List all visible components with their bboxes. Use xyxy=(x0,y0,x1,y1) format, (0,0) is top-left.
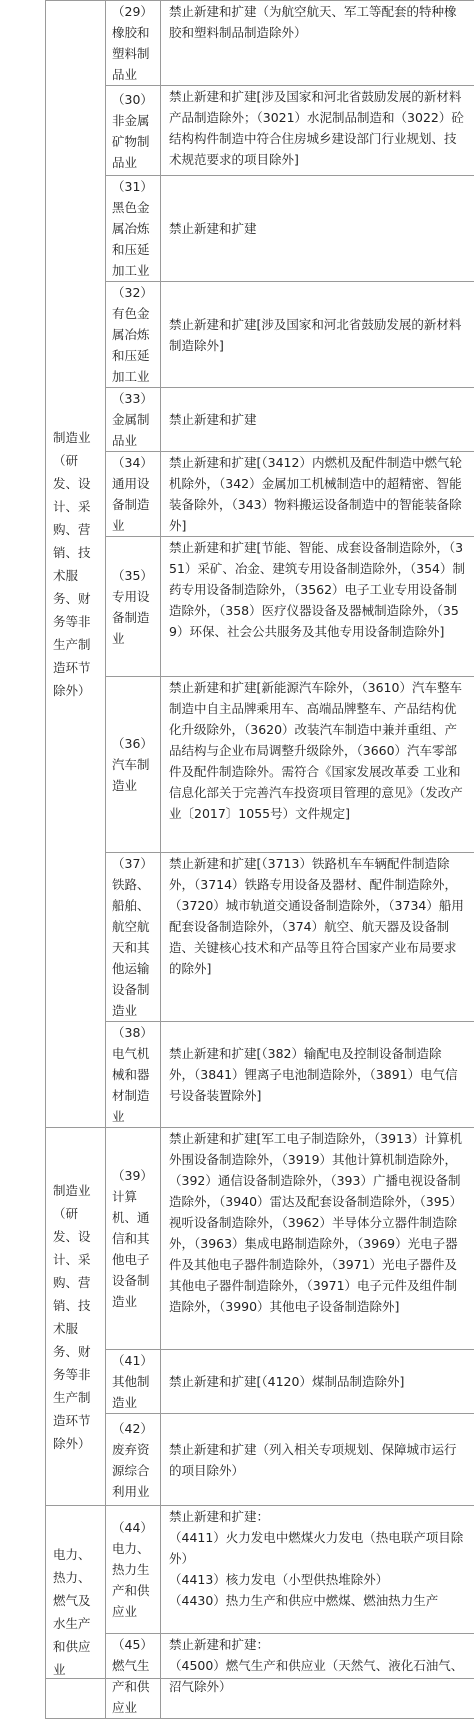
table-row xyxy=(46,86,474,176)
table-row xyxy=(46,452,474,537)
industry-code-cell: （36）汽车制造业 xyxy=(106,677,161,853)
industry-code-cell: （41）其他制造业 xyxy=(106,1350,161,1414)
restriction-cell: 禁止新建和扩建[涉及国家和河北省鼓励发展的新材料产品制造除外；（3021）水泥制品制造和（3022）砼结构构件制造中符合住房城乡建设部门行业规划、技术规范要求的项目除外] xyxy=(161,86,474,176)
table-row xyxy=(46,1022,474,1128)
restriction-line: （4500）燃气生产和供应业（天然气、液化石油气、沼气除外） xyxy=(169,1655,466,1697)
restriction-cell: 禁止新建和扩建[节能、智能、成套设备制造除外，（351）采矿、冶金、建筑专用设备制造除外，（354）制药专用设备制造除外，（3562）电子工业专用设备制造除外，（358）医疗仪器设备及器械制造除外，（359）环保、社会公共服务及其他专用设备制造除外] xyxy=(161,537,474,677)
category-cell: 制造业（研发、设计、采购、营销、技术服务、财务等非生产制造环节除外） xyxy=(46,1128,106,1506)
restriction-cell: 禁止新建和扩建[（4120）煤制品制造除外] xyxy=(161,1350,474,1414)
table-row xyxy=(46,677,474,853)
industry-code-cell: （38）电气机械和器材制造业 xyxy=(106,1022,161,1128)
category-cell: 电力、热力、燃气及水生产和供应业 xyxy=(46,1506,106,1719)
industry-code-cell: （34）通用设备制造业 xyxy=(106,452,161,537)
restriction-line: （4430）热力生产和供应中燃煤、燃油热力生产 xyxy=(169,1590,466,1611)
restriction-cell: 禁止新建和扩建[（382）输配电及控制设备制造除外，（3841）锂离子电池制造除外，（3891）电气信号设备装置除外] xyxy=(161,1022,474,1128)
restriction-line: 禁止新建和扩建： xyxy=(169,1506,466,1527)
industry-code-cell: （39）计算机、通信和其他电子设备制造业 xyxy=(106,1128,161,1350)
restriction-cell: 禁止新建和扩建（列入相关专项规划、保障城市运行的项目除外） xyxy=(161,1414,474,1506)
table-row xyxy=(46,282,474,388)
industry-code-cell: （32）有色金属冶炼和压延加工业 xyxy=(106,282,161,388)
industry-code-cell: （29）橡胶和塑料制品业 xyxy=(106,1,161,86)
restriction-line: 禁止新建和扩建： xyxy=(169,1634,466,1655)
industry-code-cell: （45）燃气生产和供应业 xyxy=(106,1634,161,1719)
table-row xyxy=(46,1350,474,1414)
industry-code-cell: （35）专用设备制造业 xyxy=(106,537,161,677)
table-bottom-border xyxy=(45,1678,474,1679)
industry-code-cell: （30）非金属矿物制品业 xyxy=(106,86,161,176)
restriction-table xyxy=(45,0,474,1719)
restriction-cell: 禁止新建和扩建（为航空航天、军工等配套的特种橡胶和塑料制品制造除外） xyxy=(161,1,474,86)
table-row xyxy=(46,176,474,282)
restriction-cell: 禁止新建和扩建[（3412）内燃机及配件制造中燃气轮机除外，（342）金属加工机械制造中的超精密、智能装备除外，（343）物料搬运设备制造中的智能装备除外] xyxy=(161,452,474,537)
industry-code-cell: （31）黑色金属冶炼和压延加工业 xyxy=(106,176,161,282)
table-row xyxy=(46,1128,474,1350)
restriction-cell: 禁止新建和扩建 xyxy=(161,388,474,452)
table-row xyxy=(46,1634,474,1719)
table-row xyxy=(46,853,474,1022)
restriction-line: （4413）核力发电（小型供热堆除外） xyxy=(169,1569,466,1590)
restriction-cell xyxy=(161,1506,474,1634)
table-row xyxy=(46,1414,474,1506)
industry-code-cell: （42）废弃资源综合利用业 xyxy=(106,1414,161,1506)
industry-code-cell: （33）金属制品业 xyxy=(106,388,161,452)
restriction-cell xyxy=(161,1634,474,1719)
industry-code-cell: （37）铁路、船舶、航空航天和其他运输设备制造业 xyxy=(106,853,161,1022)
restriction-cell: 禁止新建和扩建[（3713）铁路机车车辆配件制造除外，（3714）铁路专用设备及器材、配件制造除外，（3720）城市轨道交通设备制造除外，（3734）船用配套设备制造除外，（374）航空、航天器及设备制造、关键核心技术和产品等且符合国家产业布局要求的除外] xyxy=(161,853,474,1022)
table-row xyxy=(46,388,474,452)
category-cell: 制造业（研发、设计、采购、营销、技术服务、财务等非生产制造环节除外） xyxy=(46,1,106,1128)
industry-code-cell: （44）电力、热力生产和供应业 xyxy=(106,1506,161,1634)
table-row xyxy=(46,1506,474,1634)
table-row xyxy=(46,537,474,677)
restriction-cell: 禁止新建和扩建[新能源汽车除外，（3610）汽车整车制造中自主品牌乘用车、高端品牌整车、产品结构优化升级除外，（3620）改装汽车制造中兼并重组、产品结构与企业布局调整升级除外，（3660）汽车零部件及配件制造除外。需符合《国家发展改革委 工业和信息化部关于完善汽车投资项目管理的意见》（发改产业〔2017〕1055号）文件规定] xyxy=(161,677,474,853)
restriction-cell: 禁止新建和扩建 xyxy=(161,176,474,282)
restriction-cell: 禁止新建和扩建[涉及国家和河北省鼓励发展的新材料制造除外] xyxy=(161,282,474,388)
table-row xyxy=(46,1,474,86)
restriction-line: （4411）火力发电中燃煤火力发电（热电联产项目除外） xyxy=(169,1527,466,1569)
restriction-cell: 禁止新建和扩建[军工电子制造除外，（3913）计算机外围设备制造除外，（3919）其他计算机制造除外，（392）通信设备制造除外，（393）广播电视设备制造除外，（3940）雷达及配套设备制造除外，（395）视听设备制造除外，（3962）半导体分立器件制造除外，（3963）集成电路制造除外，（3969）光电子器件及其他电子器件制造除外，（3971）光电子器件及其他电子器件制造除外，（3971）电子元件及组件制造除外，（3990）其他电子设备制造除外] xyxy=(161,1128,474,1350)
